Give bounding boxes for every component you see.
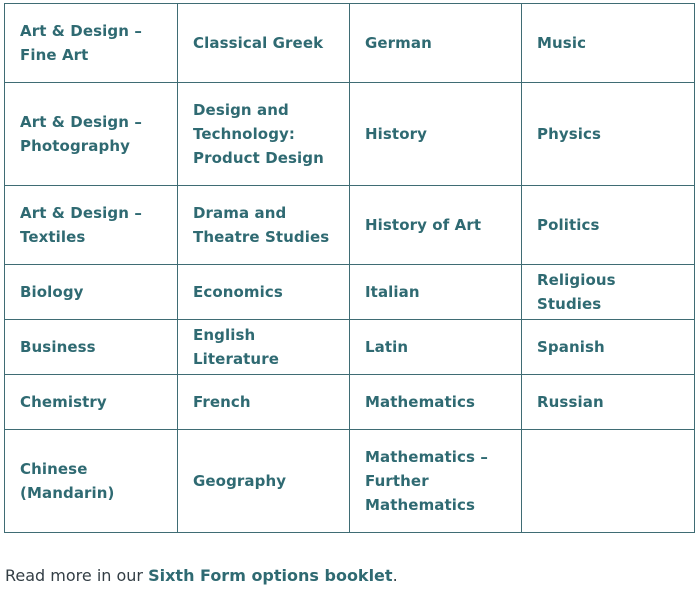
subject-cell: Art & Design – Photography: [5, 83, 178, 186]
subject-cell: Chemistry: [5, 375, 178, 430]
options-booklet-link[interactable]: Sixth Form options booklet: [148, 566, 393, 585]
table-row: [5, 430, 695, 533]
subject-cell: English Literature: [178, 320, 350, 375]
subject-cell: History of Art: [350, 186, 522, 265]
subject-cell: Politics: [522, 186, 695, 265]
subject-cell: Spanish: [522, 320, 695, 375]
subject-cell: Economics: [178, 265, 350, 320]
table-row: [5, 83, 695, 186]
subject-cell: German: [350, 4, 522, 83]
subject-cell: Art & Design – Fine Art: [5, 4, 178, 83]
subject-cell: Art & Design – Textiles: [5, 186, 178, 265]
table-row: [5, 4, 695, 83]
subject-cell: History: [350, 83, 522, 186]
subject-cell: Russian: [522, 375, 695, 430]
subject-cell: Classical Greek: [178, 4, 350, 83]
subject-cell: Biology: [5, 265, 178, 320]
footer-suffix: .: [392, 566, 398, 585]
footer-prefix: Read more in our: [5, 566, 149, 585]
subject-cell: Music: [522, 4, 695, 83]
subject-cell: Italian: [350, 265, 522, 320]
table-row: [5, 265, 695, 320]
subject-cell: Geography: [178, 430, 350, 533]
subject-cell: Physics: [522, 83, 695, 186]
subject-cell: Chinese (Mandarin): [5, 430, 178, 533]
subject-cell: Latin: [350, 320, 522, 375]
table-row: [5, 186, 695, 265]
subject-cell: Mathematics – Further Mathematics: [350, 430, 522, 533]
subject-cell: French: [178, 375, 350, 430]
footer-note: [5, 566, 398, 585]
empty-cell: [522, 430, 695, 533]
table-row: [5, 320, 695, 375]
subject-cell: Design and Technology: Product Design: [178, 83, 350, 186]
subject-cell: Drama and Theatre Studies: [178, 186, 350, 265]
subject-cell: Religious Studies: [522, 265, 695, 320]
subjects-table: [4, 3, 695, 533]
subject-cell: Mathematics: [350, 375, 522, 430]
subject-cell: Business: [5, 320, 178, 375]
table-row: [5, 375, 695, 430]
